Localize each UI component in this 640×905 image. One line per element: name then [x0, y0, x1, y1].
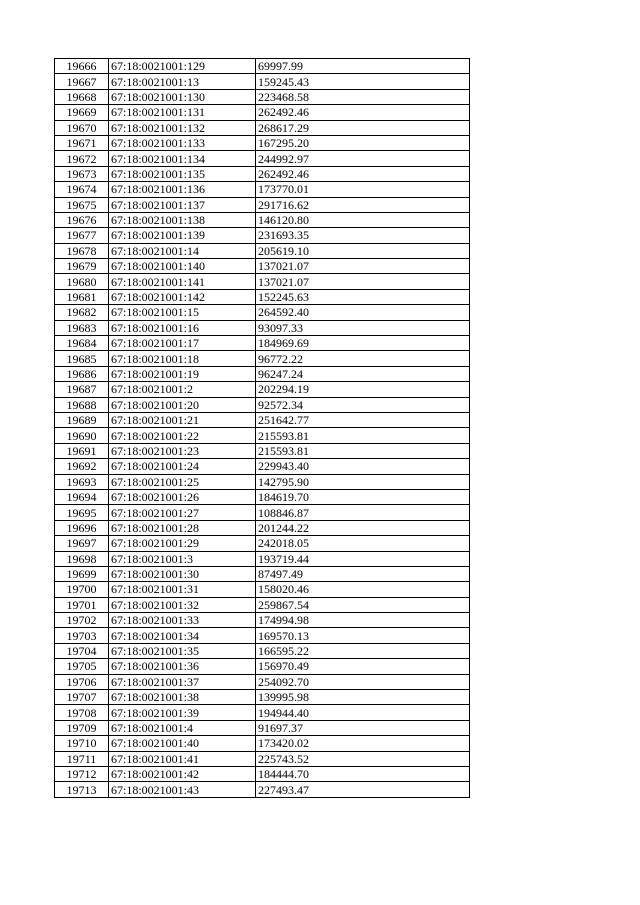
value-cell: 137021.07 [256, 274, 470, 289]
table-row [55, 105, 470, 120]
cadastral-number-cell: 67:18:0021001:131 [109, 105, 256, 120]
cadastral-number-cell: 67:18:0021001:27 [109, 505, 256, 520]
row-number-cell: 19683 [55, 320, 109, 335]
table-row [55, 782, 470, 797]
value-cell: 96247.24 [256, 366, 470, 381]
cadastral-number-cell: 67:18:0021001:18 [109, 351, 256, 366]
table-row [55, 751, 470, 766]
cadastral-number-cell: 67:18:0021001:36 [109, 659, 256, 674]
row-number-cell: 19704 [55, 643, 109, 658]
cadastral-number-cell: 67:18:0021001:15 [109, 305, 256, 320]
table-row [55, 336, 470, 351]
value-cell: 227493.47 [256, 782, 470, 797]
row-number-cell: 19696 [55, 520, 109, 535]
table-row [55, 690, 470, 705]
table-row [55, 197, 470, 212]
value-cell: 96772.22 [256, 351, 470, 366]
table-row [55, 289, 470, 304]
value-cell: 152245.63 [256, 289, 470, 304]
cadastral-number-cell: 67:18:0021001:3 [109, 551, 256, 566]
table-row [55, 566, 470, 581]
cadastral-number-cell: 67:18:0021001:38 [109, 690, 256, 705]
cadastral-number-cell: 67:18:0021001:31 [109, 582, 256, 597]
row-number-cell: 19700 [55, 582, 109, 597]
table-row [55, 613, 470, 628]
row-number-cell: 19708 [55, 705, 109, 720]
table-row [55, 351, 470, 366]
row-number-cell: 19702 [55, 613, 109, 628]
table-row [55, 120, 470, 135]
row-number-cell: 19682 [55, 305, 109, 320]
row-number-cell: 19687 [55, 382, 109, 397]
value-cell: 93097.33 [256, 320, 470, 335]
row-number-cell: 19709 [55, 720, 109, 735]
cadastral-number-cell: 67:18:0021001:43 [109, 782, 256, 797]
cadastral-number-cell: 67:18:0021001:35 [109, 643, 256, 658]
row-number-cell: 19681 [55, 289, 109, 304]
value-cell: 169570.13 [256, 628, 470, 643]
value-cell: 268617.29 [256, 120, 470, 135]
row-number-cell: 19695 [55, 505, 109, 520]
value-cell: 259867.54 [256, 597, 470, 612]
value-cell: 87497.49 [256, 566, 470, 581]
value-cell: 139995.98 [256, 690, 470, 705]
cadastral-number-cell: 67:18:0021001:135 [109, 166, 256, 181]
row-number-cell: 19699 [55, 566, 109, 581]
cadastral-number-cell: 67:18:0021001:17 [109, 336, 256, 351]
value-cell: 174994.98 [256, 613, 470, 628]
value-cell: 223468.58 [256, 89, 470, 104]
value-cell: 184444.70 [256, 766, 470, 781]
cadastral-number-cell: 67:18:0021001:136 [109, 182, 256, 197]
cadastral-number-cell: 67:18:0021001:23 [109, 443, 256, 458]
value-cell: 167295.20 [256, 135, 470, 150]
row-number-cell: 19673 [55, 166, 109, 181]
cadastral-number-cell: 67:18:0021001:32 [109, 597, 256, 612]
row-number-cell: 19697 [55, 536, 109, 551]
cadastral-number-cell: 67:18:0021001:4 [109, 720, 256, 735]
row-number-cell: 19678 [55, 243, 109, 258]
table-row [55, 135, 470, 150]
value-cell: 244992.97 [256, 151, 470, 166]
value-cell: 158020.46 [256, 582, 470, 597]
cadastral-number-cell: 67:18:0021001:21 [109, 412, 256, 427]
cadastral-number-cell: 67:18:0021001:37 [109, 674, 256, 689]
table-row [55, 59, 470, 74]
row-number-cell: 19706 [55, 674, 109, 689]
row-number-cell: 19685 [55, 351, 109, 366]
value-cell: 242018.05 [256, 536, 470, 551]
table-row [55, 474, 470, 489]
cadastral-number-cell: 67:18:0021001:41 [109, 751, 256, 766]
table-row [55, 397, 470, 412]
row-number-cell: 19674 [55, 182, 109, 197]
cadastral-number-cell: 67:18:0021001:34 [109, 628, 256, 643]
cadastral-value-table [54, 58, 470, 798]
cadastral-number-cell: 67:18:0021001:133 [109, 135, 256, 150]
value-cell: 225743.52 [256, 751, 470, 766]
table-row [55, 320, 470, 335]
table-row [55, 274, 470, 289]
value-cell: 194944.40 [256, 705, 470, 720]
row-number-cell: 19668 [55, 89, 109, 104]
value-cell: 202294.19 [256, 382, 470, 397]
cadastral-number-cell: 67:18:0021001:142 [109, 289, 256, 304]
row-number-cell: 19712 [55, 766, 109, 781]
table-row [55, 382, 470, 397]
value-cell: 92572.34 [256, 397, 470, 412]
table-row [55, 643, 470, 658]
row-number-cell: 19701 [55, 597, 109, 612]
cadastral-number-cell: 67:18:0021001:16 [109, 320, 256, 335]
value-cell: 229943.40 [256, 459, 470, 474]
value-cell: 254092.70 [256, 674, 470, 689]
table-row [55, 228, 470, 243]
table-row [55, 305, 470, 320]
cadastral-number-cell: 67:18:0021001:140 [109, 259, 256, 274]
table-row [55, 520, 470, 535]
table-row [55, 412, 470, 427]
cadastral-number-cell: 67:18:0021001:42 [109, 766, 256, 781]
value-cell: 215593.81 [256, 443, 470, 458]
table-row [55, 597, 470, 612]
row-number-cell: 19703 [55, 628, 109, 643]
cadastral-number-cell: 67:18:0021001:2 [109, 382, 256, 397]
value-cell: 91697.37 [256, 720, 470, 735]
value-cell: 184619.70 [256, 489, 470, 504]
row-number-cell: 19690 [55, 428, 109, 443]
table-row [55, 551, 470, 566]
table-row [55, 536, 470, 551]
value-cell: 137021.07 [256, 259, 470, 274]
row-number-cell: 19691 [55, 443, 109, 458]
table-row [55, 89, 470, 104]
value-cell: 262492.46 [256, 166, 470, 181]
table-row [55, 720, 470, 735]
cadastral-number-cell: 67:18:0021001:19 [109, 366, 256, 381]
row-number-cell: 19684 [55, 336, 109, 351]
cadastral-number-cell: 67:18:0021001:129 [109, 59, 256, 74]
cadastral-number-cell: 67:18:0021001:139 [109, 228, 256, 243]
row-number-cell: 19666 [55, 59, 109, 74]
cadastral-number-cell: 67:18:0021001:28 [109, 520, 256, 535]
cadastral-number-cell: 67:18:0021001:130 [109, 89, 256, 104]
cadastral-number-cell: 67:18:0021001:26 [109, 489, 256, 504]
row-number-cell: 19677 [55, 228, 109, 243]
row-number-cell: 19692 [55, 459, 109, 474]
value-cell: 146120.80 [256, 212, 470, 227]
table-row [55, 582, 470, 597]
cadastral-number-cell: 67:18:0021001:134 [109, 151, 256, 166]
table-row [55, 259, 470, 274]
value-cell: 184969.69 [256, 336, 470, 351]
row-number-cell: 19680 [55, 274, 109, 289]
value-cell: 262492.46 [256, 105, 470, 120]
table-row [55, 705, 470, 720]
row-number-cell: 19667 [55, 74, 109, 89]
value-cell: 251642.77 [256, 412, 470, 427]
cadastral-number-cell: 67:18:0021001:33 [109, 613, 256, 628]
row-number-cell: 19694 [55, 489, 109, 504]
value-cell: 166595.22 [256, 643, 470, 658]
table-row [55, 766, 470, 781]
table-row [55, 428, 470, 443]
value-cell: 193719.44 [256, 551, 470, 566]
table-row [55, 659, 470, 674]
row-number-cell: 19671 [55, 135, 109, 150]
table-row [55, 243, 470, 258]
row-number-cell: 19710 [55, 736, 109, 751]
row-number-cell: 19688 [55, 397, 109, 412]
cadastral-number-cell: 67:18:0021001:29 [109, 536, 256, 551]
cadastral-number-cell: 67:18:0021001:20 [109, 397, 256, 412]
cadastral-number-cell: 67:18:0021001:138 [109, 212, 256, 227]
table-row [55, 74, 470, 89]
row-number-cell: 19670 [55, 120, 109, 135]
row-number-cell: 19686 [55, 366, 109, 381]
value-cell: 205619.10 [256, 243, 470, 258]
cadastral-number-cell: 67:18:0021001:40 [109, 736, 256, 751]
cadastral-number-cell: 67:18:0021001:13 [109, 74, 256, 89]
table-row [55, 366, 470, 381]
table-row [55, 151, 470, 166]
cadastral-number-cell: 67:18:0021001:30 [109, 566, 256, 581]
value-cell: 156970.49 [256, 659, 470, 674]
row-number-cell: 19689 [55, 412, 109, 427]
table-row [55, 212, 470, 227]
value-cell: 159245.43 [256, 74, 470, 89]
cadastral-number-cell: 67:18:0021001:24 [109, 459, 256, 474]
table-row [55, 674, 470, 689]
value-cell: 173770.01 [256, 182, 470, 197]
value-cell: 215593.81 [256, 428, 470, 443]
cadastral-number-cell: 67:18:0021001:141 [109, 274, 256, 289]
row-number-cell: 19707 [55, 690, 109, 705]
table-row [55, 736, 470, 751]
row-number-cell: 19693 [55, 474, 109, 489]
row-number-cell: 19711 [55, 751, 109, 766]
row-number-cell: 19676 [55, 212, 109, 227]
table-row [55, 489, 470, 504]
value-cell: 201244.22 [256, 520, 470, 535]
cadastral-number-cell: 67:18:0021001:14 [109, 243, 256, 258]
cadastral-number-cell: 67:18:0021001:22 [109, 428, 256, 443]
cadastral-number-cell: 67:18:0021001:39 [109, 705, 256, 720]
table-row [55, 182, 470, 197]
row-number-cell: 19679 [55, 259, 109, 274]
value-cell: 142795.90 [256, 474, 470, 489]
table-row [55, 459, 470, 474]
cadastral-number-cell: 67:18:0021001:132 [109, 120, 256, 135]
row-number-cell: 19669 [55, 105, 109, 120]
row-number-cell: 19713 [55, 782, 109, 797]
row-number-cell: 19675 [55, 197, 109, 212]
row-number-cell: 19698 [55, 551, 109, 566]
value-cell: 291716.62 [256, 197, 470, 212]
cadastral-number-cell: 67:18:0021001:137 [109, 197, 256, 212]
cadastral-number-cell: 67:18:0021001:25 [109, 474, 256, 489]
value-cell: 264592.40 [256, 305, 470, 320]
table-row [55, 443, 470, 458]
value-cell: 108846.87 [256, 505, 470, 520]
row-number-cell: 19705 [55, 659, 109, 674]
table-body [55, 59, 470, 798]
table-row [55, 505, 470, 520]
row-number-cell: 19672 [55, 151, 109, 166]
table-row [55, 166, 470, 181]
value-cell: 173420.02 [256, 736, 470, 751]
table-row [55, 628, 470, 643]
value-cell: 69997.99 [256, 59, 470, 74]
value-cell: 231693.35 [256, 228, 470, 243]
